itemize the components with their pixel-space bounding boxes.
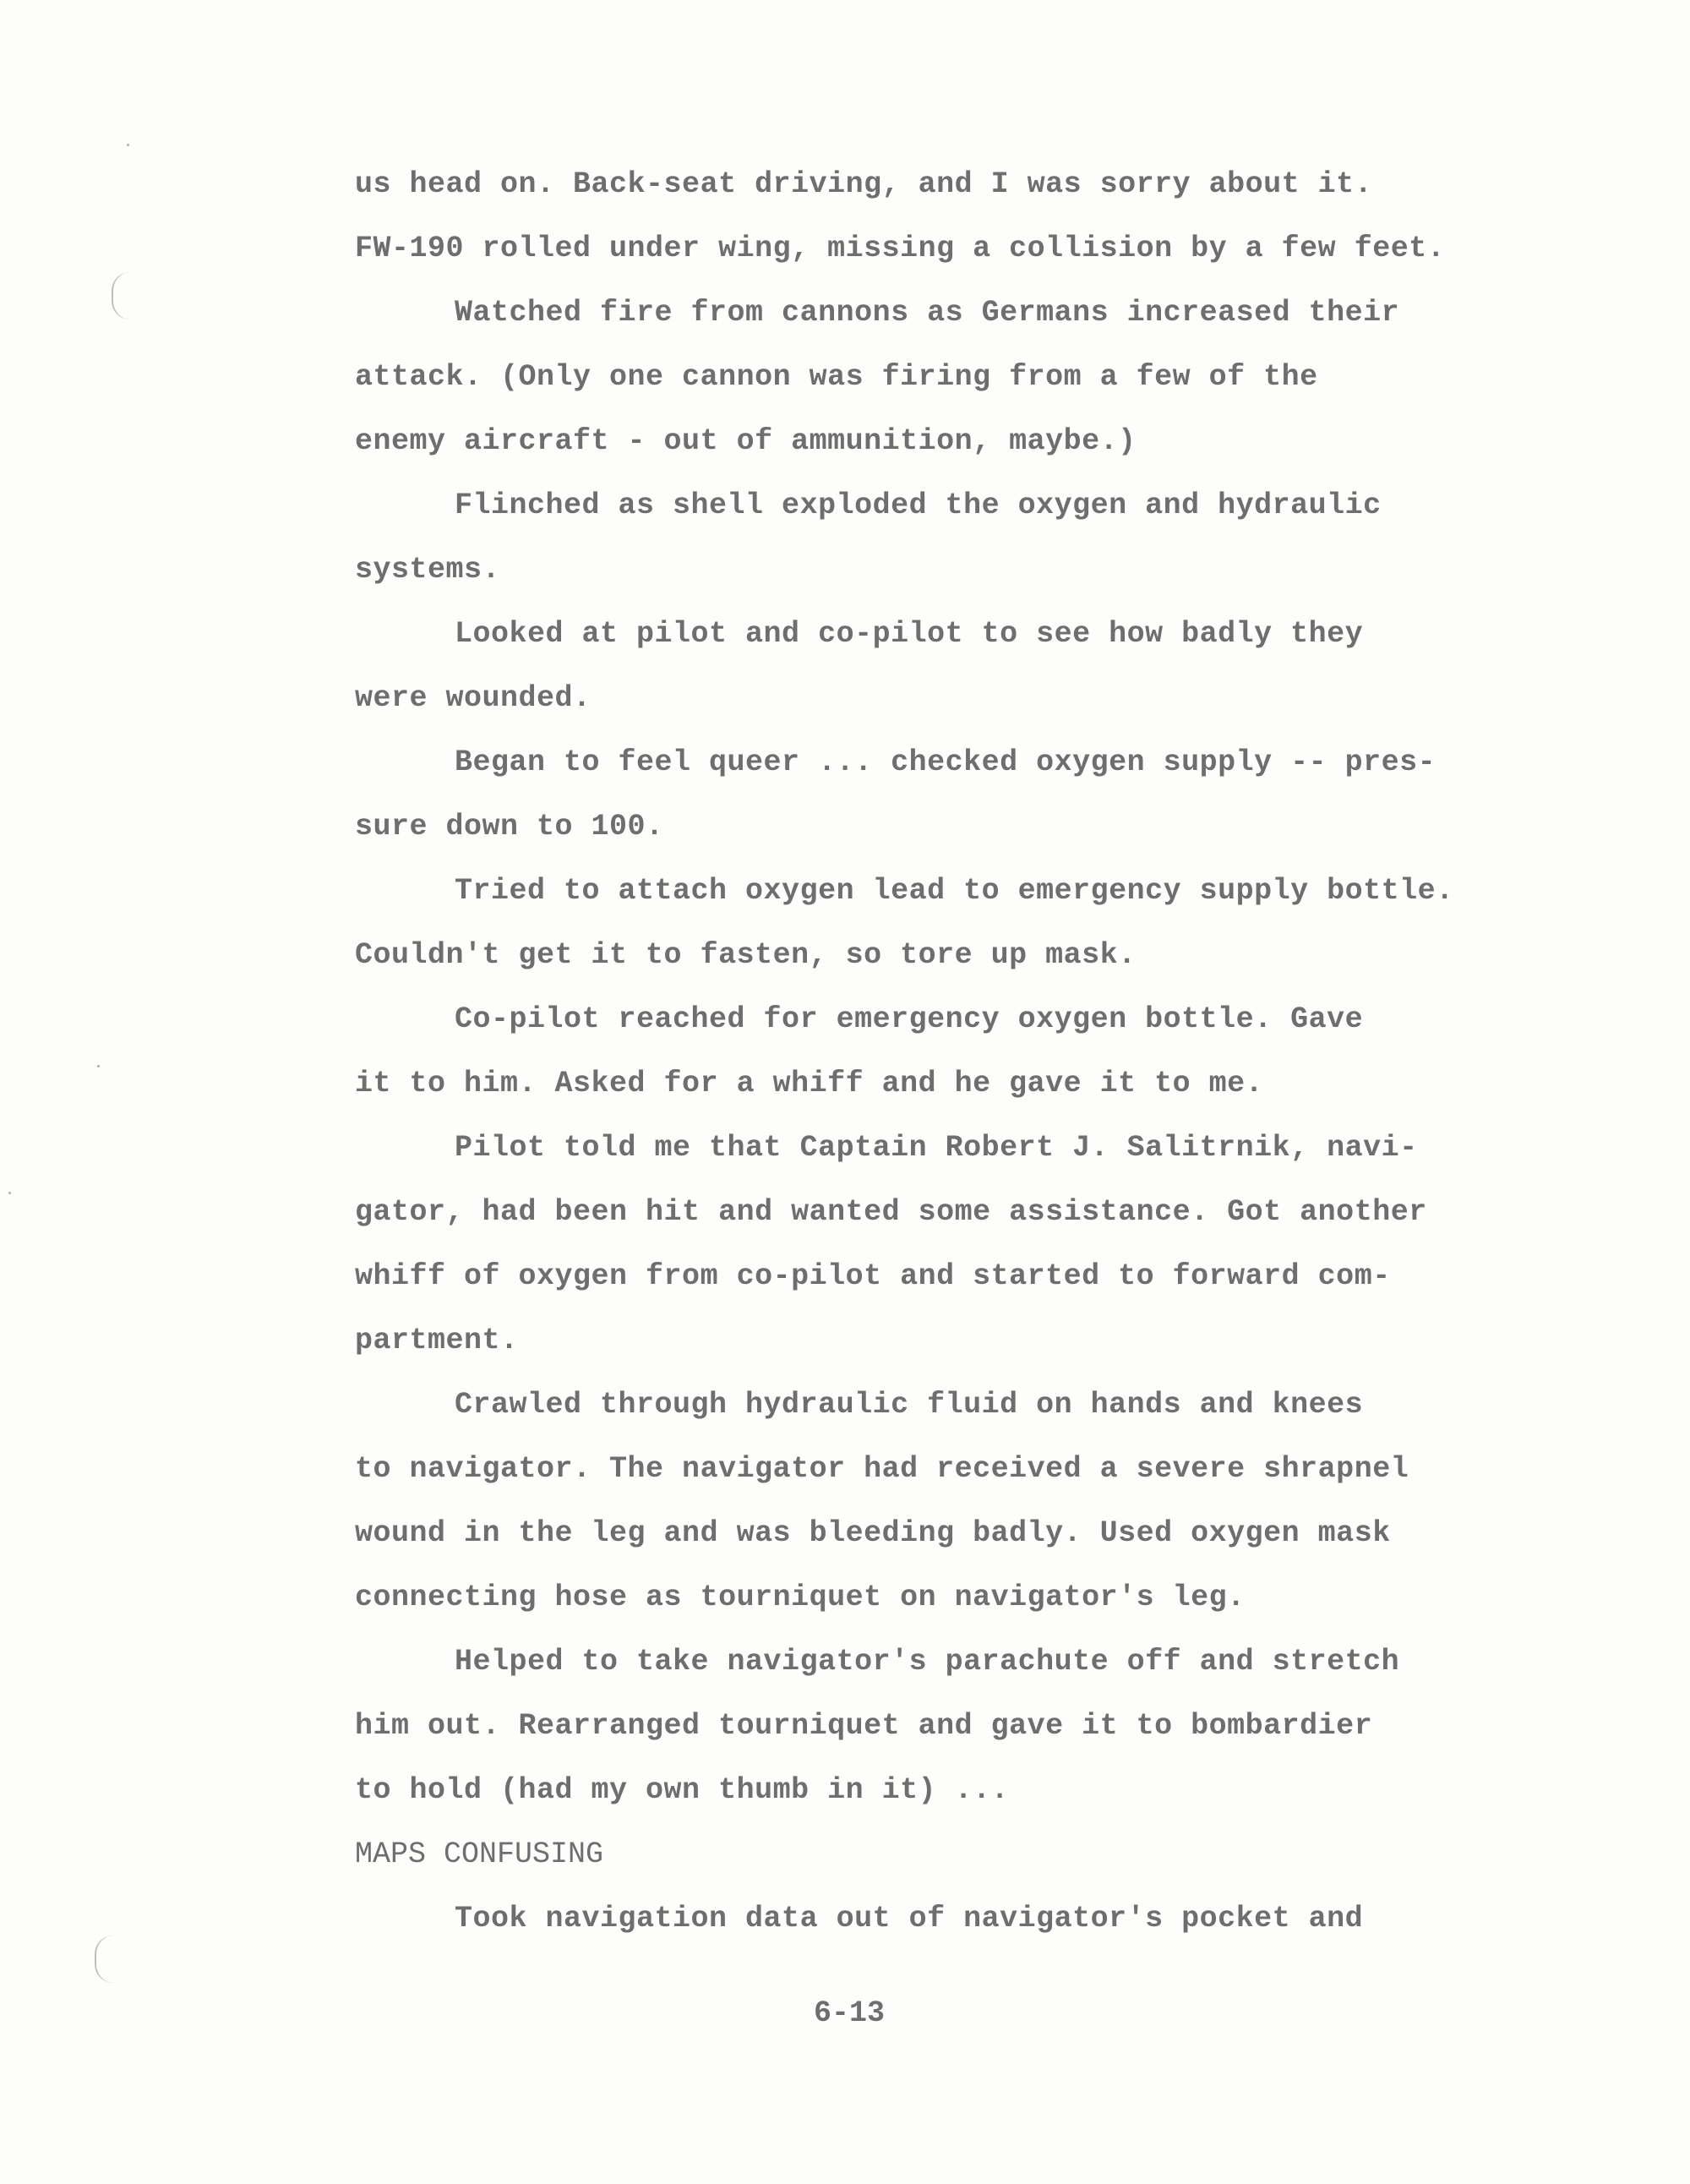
text-line: Watched fire from cannons as Germans increased their <box>455 296 1400 330</box>
section-heading: MAPS CONFUSING <box>355 1837 604 1871</box>
text-line: wound in the leg and was bleeding badly. Used oxygen mask <box>355 1516 1391 1550</box>
paper-speck <box>127 144 129 146</box>
text-line: partment. <box>355 1324 519 1357</box>
text-line: were wounded. <box>355 681 592 715</box>
text-line: it to him. Asked for a whiff and he gave it to me. <box>355 1067 1264 1100</box>
text-line: to navigator. The navigator had received a severe shrapnel <box>355 1452 1409 1486</box>
text-line: Couldn't get it to fasten, so tore up mask. <box>355 938 1137 972</box>
text-line: to hold (had my own thumb in it) ... <box>355 1773 1010 1807</box>
text-line: systems. <box>355 553 501 587</box>
text-line: Began to feel queer ... checked oxygen supply -- pres- <box>455 745 1436 779</box>
hole-punch-mark <box>112 272 130 319</box>
text-line: gator, had been hit and wanted some assistance. Got another <box>355 1195 1427 1229</box>
text-line: Pilot told me that Captain Robert J. Salitrnik, navi- <box>455 1131 1418 1165</box>
text-line: enemy aircraft - out of ammunition, maybe.) <box>355 424 1137 458</box>
text-line: Took navigation data out of navigator's pocket and <box>455 1902 1364 1936</box>
text-line: Crawled through hydraulic fluid on hands and knees <box>455 1388 1364 1422</box>
text-line: Co-pilot reached for emergency oxygen bottle. Gave <box>455 1002 1364 1036</box>
paper-speck <box>8 1192 11 1194</box>
page-number: 6-13 <box>813 1996 885 2030</box>
text-line: Flinched as shell exploded the oxygen and hydraulic <box>455 489 1382 522</box>
paper-speck <box>97 1065 100 1067</box>
text-line: FW-190 rolled under wing, missing a collision by a few feet. <box>355 232 1446 265</box>
text-line: Looked at pilot and co-pilot to see how badly they <box>455 617 1364 651</box>
text-line: sure down to 100. <box>355 810 664 844</box>
text-line: him out. Rearranged tourniquet and gave it to bombardier <box>355 1709 1373 1743</box>
text-line: Tried to attach oxygen lead to emergency supply bottle. <box>455 874 1454 908</box>
hole-punch-mark <box>95 1936 113 1983</box>
text-line: attack. (Only one cannon was firing from a few of the <box>355 360 1318 394</box>
text-line: Helped to take navigator's parachute off and stretch <box>455 1645 1400 1679</box>
text-line: connecting hose as tourniquet on navigator's leg. <box>355 1581 1246 1614</box>
text-line: us head on. Back-seat driving, and I was sorry about it. <box>355 167 1373 201</box>
text-line: whiff of oxygen from co-pilot and started to forward com- <box>355 1259 1391 1293</box>
typed-body-text <box>355 152 1555 1951</box>
